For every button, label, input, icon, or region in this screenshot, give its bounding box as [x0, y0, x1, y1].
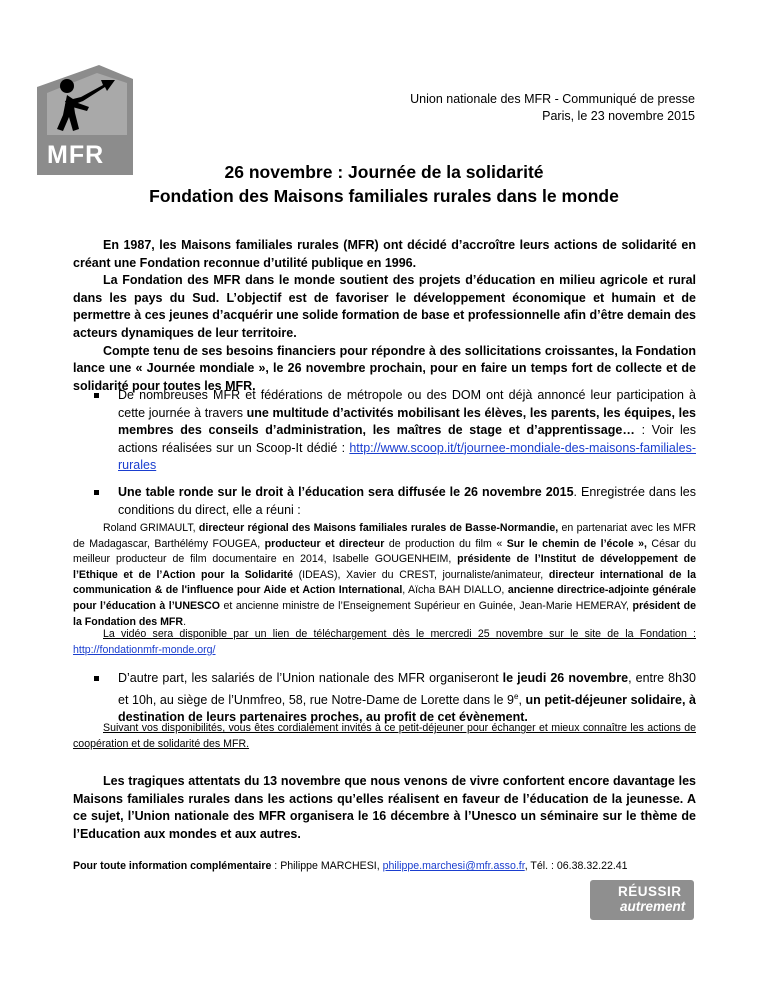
intro-p2: La Fondation des MFR dans le monde soutient des projets d’éducation en milieu agricole et rural dans les pays du Sud. L’objectif est de favoriser le développement économique et humain et de permettre à ces jeunes d’acquérir une solide formation de base et professionnelle afin d’être demain des acteurs dynamiques de leur territoire.	[73, 273, 696, 340]
reussir-autrement-badge	[590, 880, 694, 920]
header-info	[410, 91, 695, 125]
mfr-logo	[37, 65, 133, 175]
bullet-icon	[94, 676, 99, 681]
intro-p1: En 1987, les Maisons familiales rurales (MFR) ont décidé d’accroître leurs actions de solidarité en créant une Fondation reconnue d’utilité publique en 1996.	[73, 238, 696, 270]
header-line-1: Union nationale des MFR - Communiqué de presse	[410, 92, 695, 106]
title-line-2: Fondation des Maisons familiales rurales dans le monde	[149, 186, 619, 206]
badge-line-2: autrement	[620, 899, 686, 914]
closing-paragraph: Les tragiques attentats du 13 novembre que nous venons de vivre confortent encore davantage les Maisons familiales rurales dans les actions qu’elles réalisent en faveur de l’éducation de la jeunesse. A ce sujet, l’Union nationale des MFR organisera le 16 décembre à l’Unesco un séminaire sur le thème de l’Education aux mondes et aux autres.	[73, 774, 696, 841]
intro-p3: Compte tenu de ses besoins financiers pour répondre à des sollicitations croissantes, la Fondation lance une « Journée mondiale », le 26 novembre prochain, pour en faire un temps fort de collecte et de solidarité pour toutes les MFR.	[73, 343, 696, 393]
bullet-round-table: Une table ronde sur le droit à l’éducation sera diffusée le 26 novembre 2015. Enregistrée dans les conditions du direct, elle a réuni :	[118, 484, 696, 519]
fondation-link[interactable]: http://fondationmfr-monde.org/	[73, 643, 216, 656]
header-line-2: Paris, le 23 novembre 2015	[542, 109, 695, 123]
scoopit-link[interactable]: http://www.scoop.it/t/journee-mondiale-des-maisons-familiales-rurales	[118, 440, 696, 473]
contact-email-link[interactable]: philippe.marchesi@mfr.asso.fr	[382, 860, 525, 872]
logo-text: MFR	[47, 141, 105, 169]
video-info: La vidéo sera disponible par un lien de téléchargement dès le mercredi 25 novembre sur le site de la Fondation : http://fondationmfr-monde.org/	[73, 628, 696, 656]
bullet-activities: De nombreuses MFR et fédérations de métropole ou des DOM ont déjà annoncé leur participation à cette journée à travers une multitude d’activités mobilisant les élèves, les parents, les équipes, les membres des conseils d’administration, les maîtres de stage et d’apprentissage… : Voir les actions réalisées sur un Scoop-It dédié : http://www.scoop.it/t/journee-mondiale-des-maisons-familiales-rurales	[118, 387, 696, 475]
invitation-text: Suivant vos disponibilités, vous êtes cordialement invités à ce petit-déjeuner pour échanger et mieux connaître les actions de coopération et de solidarité des MFR.	[73, 722, 696, 750]
badge-line-1: RÉUSSIR	[618, 884, 682, 899]
title-line-1: 26 novembre : Journée de la solidarité	[224, 162, 544, 182]
contact-label: Pour toute information complémentaire	[73, 860, 272, 872]
page-title	[0, 160, 768, 208]
bullet-icon	[94, 393, 99, 398]
intro-paragraphs	[73, 237, 696, 395]
bullet-breakfast: D’autre part, les salariés de l’Union nationale des MFR organiseront le jeudi 26 novembre, entre 8h30 et 10h, au siège de l’Unmfreo, 58, rue Notre-Dame de Lorette dans le 9e, un petit-déjeuner solidaire, à destination de leurs partenaires proches, au profit de cet évènement.	[118, 670, 696, 727]
panel-participants: Roland GRIMAULT, directeur régional des Maisons familiales rurales de Basse-Normandie, en partenariat avec les MFR de Madagascar, Barthélémy FOUGEA, producteur et directeur de production du film « Sur le chemin de l’école », César du meilleur producteur de film documentaire en 2014, Isabelle GOUGENHEIM, présidente de l’Institut de développement de l’Ethique et de l’Action pour la Solidarité (IDEAS), Xavier du CREST, journaliste/animateur, directeur international de la communication & de l'influence pour Aide et Action International, Aïcha BAH DIALLO, ancienne directrice-adjointe générale pour l’éducation à l’UNESCO et ancienne ministre de l’Enseignement Supérieur en Guinée, Jean-Marie HEMERAY, président de la Fondation des MFR.	[73, 522, 697, 628]
contact-line: Pour toute information complémentaire : Philippe MARCHESI, philippe.marchesi@mfr.asso.fr, Tél. : 06.38.32.22.41	[73, 860, 628, 872]
bullet-icon	[94, 490, 99, 495]
